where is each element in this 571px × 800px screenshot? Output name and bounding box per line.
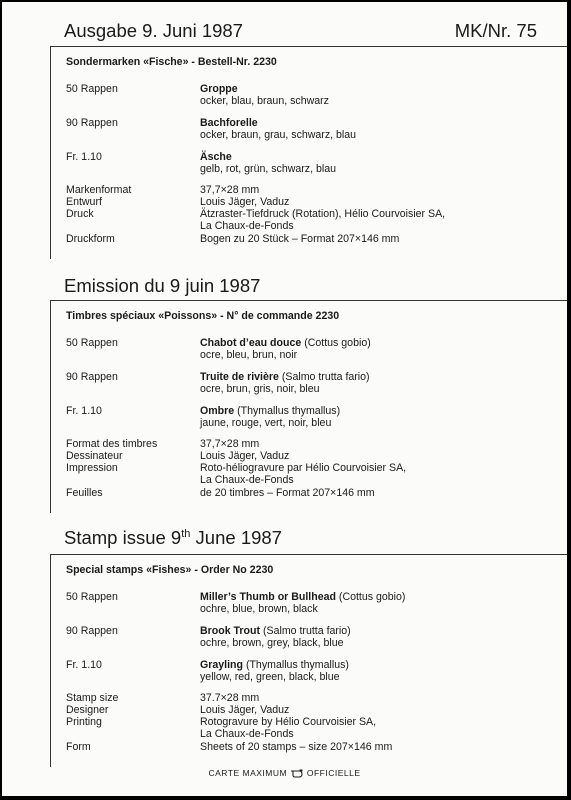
stamp-colors: ochre, brown, grey, black, blue [200, 637, 344, 649]
detail-value: La Chaux-de-Fonds [200, 474, 294, 486]
stamp-name: Brook Trout [200, 625, 261, 637]
stamp-name: Miller’s Thumb or Bullhead [200, 591, 336, 603]
section-box-en [50, 554, 567, 767]
denomination: 50 Rappen [66, 337, 118, 349]
section-subtitle: Timbres spéciaux «Poissons» - N° de commande 2230 [66, 310, 340, 322]
stamp-name: Grayling [200, 659, 243, 671]
detail-label: Entwurf [66, 196, 102, 208]
stamp-name: Ombre [200, 405, 235, 417]
section-box-de [50, 46, 567, 259]
stamp-name: Chabot d’eau douce [200, 337, 302, 349]
stamp-latin-name: (Thymallus thymallus) [245, 659, 349, 671]
denomination: 90 Rappen [66, 117, 118, 129]
section-subtitle: Sondermarken «Fische» - Bestell-Nr. 2230 [66, 56, 277, 68]
stamp-colors: ochre, blue, brown, black [200, 603, 318, 615]
detail-label: Impression [66, 462, 118, 474]
card-footer [2, 768, 567, 778]
denomination: 90 Rappen [66, 625, 118, 637]
detail-value: Bogen zu 20 Stück – Format 207×146 mm [200, 233, 400, 245]
section-header-en [2, 527, 567, 557]
detail-value: 37,7×28 mm [200, 184, 260, 196]
denomination: 50 Rappen [66, 83, 118, 95]
detail-value: La Chaux-de-Fonds [200, 220, 294, 232]
detail-value: Ätzraster-Tiefdruck (Rotation), Hélio Courvoisier SA, [200, 208, 446, 220]
denomination: Fr. 1.10 [66, 659, 102, 671]
footer-right-text: OFFICIELLE [306, 768, 361, 778]
stamp-colors: yellow, red, green, black, blue [200, 671, 340, 683]
stamp-colors: ocker, braun, grau, schwarz, blau [200, 129, 357, 141]
detail-value: La Chaux-de-Fonds [200, 728, 294, 740]
detail-label: Form [66, 741, 91, 753]
denomination: Fr. 1.10 [66, 405, 102, 417]
stamp-colors: ocker, blau, braun, schwarz [200, 95, 329, 107]
detail-value: Rotogravure by Hélio Courvoisier SA, [200, 716, 377, 728]
post-horn-icon [290, 769, 304, 778]
detail-label: Markenformat [66, 184, 132, 196]
detail-label: Format des timbres [66, 438, 158, 450]
section-subtitle: Special stamps «Fishes» - Order No 2230 [66, 564, 274, 576]
stamp-latin-name: (Thymallus thymallus) [237, 405, 341, 417]
card-number: MK/Nr. 75 [454, 20, 537, 41]
detail-value: Louis Jäger, Vaduz [200, 450, 290, 462]
detail-label: Printing [66, 716, 102, 728]
section-title: Ausgabe 9. Juni 1987 [64, 20, 243, 41]
detail-value: Sheets of 20 stamps – size 207×146 mm [200, 741, 393, 753]
detail-label: Designer [66, 704, 109, 716]
stamp-name: Bachforelle [200, 117, 258, 129]
stamp-latin-name: (Cottus gobio) [338, 591, 406, 603]
stamp-latin-name: (Cottus gobio) [304, 337, 371, 349]
detail-label: Druckform [66, 233, 115, 245]
detail-label: Feuilles [66, 487, 103, 499]
detail-label: Druck [66, 208, 94, 220]
detail-value: Louis Jäger, Vaduz [200, 196, 290, 208]
detail-value: Roto-héliogravure par Hélio Courvoisier SA, [200, 462, 407, 474]
stamp-name: Äsche [200, 151, 232, 163]
section-title: Stamp issue 9th June 1987 [64, 527, 282, 548]
stamp-colors: jaune, rouge, vert, noir, bleu [200, 417, 332, 429]
stamp-latin-name: (Salmo trutta fario) [262, 625, 351, 637]
stamp-latin-name: (Salmo trutta fario) [281, 371, 370, 383]
denomination: Fr. 1.10 [66, 151, 102, 163]
section-box-fr [50, 300, 567, 513]
denomination: 50 Rappen [66, 591, 118, 603]
document-page [2, 2, 567, 796]
detail-value: de 20 timbres – Format 207×146 mm [200, 487, 375, 499]
denomination: 90 Rappen [66, 371, 118, 383]
detail-value: Louis Jäger, Vaduz [200, 704, 290, 716]
detail-value: 37.7×28 mm [200, 692, 260, 704]
footer-left-text: CARTE MAXIMUM [208, 768, 288, 778]
stamp-name: Groppe [200, 83, 238, 95]
section-title: Emission du 9 juin 1987 [64, 275, 261, 296]
stamp-name: Truite de rivière [200, 371, 279, 383]
detail-label: Stamp size [66, 692, 119, 704]
stamp-colors: ocre, brun, gris, noir, bleu [200, 383, 320, 395]
detail-value: 37,7×28 mm [200, 438, 260, 450]
detail-label: Dessinateur [66, 450, 123, 462]
stamp-colors: gelb, rot, grün, schwarz, blau [200, 163, 337, 175]
stamp-colors: ocre, bleu, brun, noir [200, 349, 298, 361]
